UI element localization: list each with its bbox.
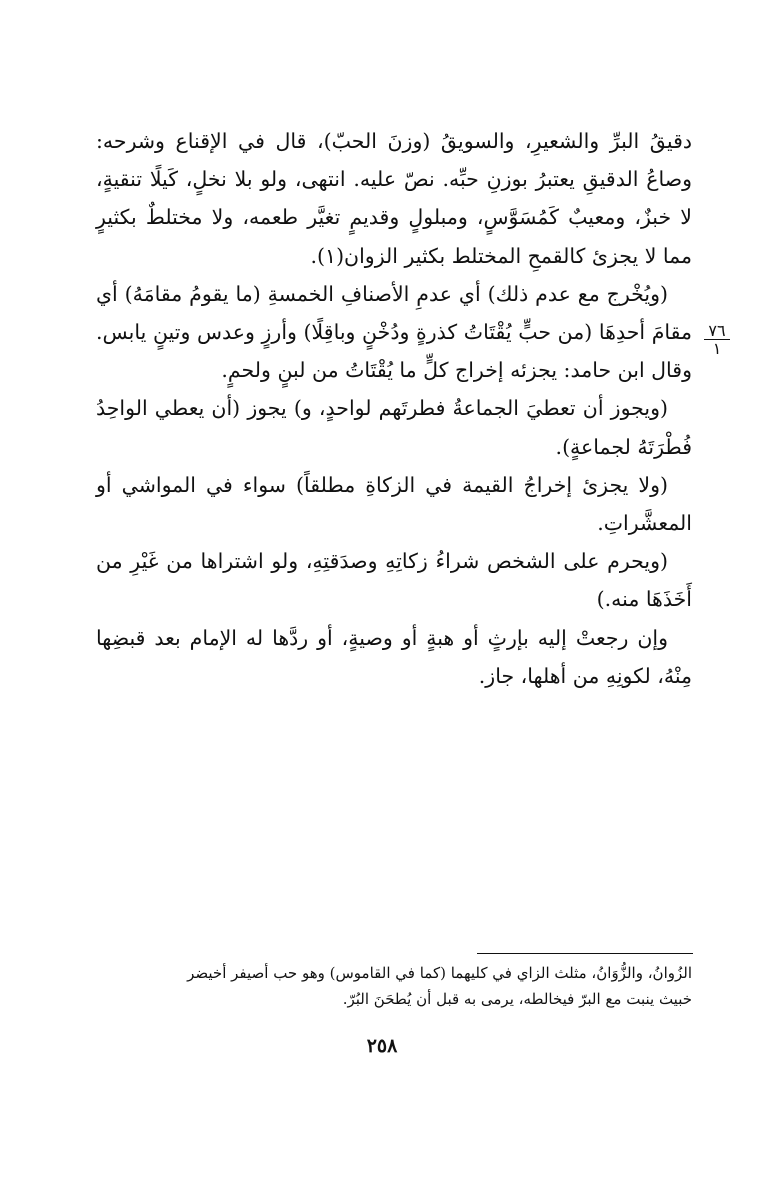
margin-page-reference [704,323,730,356]
footnotes [96,960,692,1012]
footnote-line-1: الزُوانُ، والزُّوَانُ، مثلث الزاي في كليهما (كما في القاموس) وهو حب أصيفر أخيضر [187,964,692,982]
paragraph-1: دقيقُ البرِّ والشعيرِ، والسويقُ (وزنَ الحبّ)، قال في الإقناع وشرحه: وصاعُ الدقيقِ يعتبرُ بوزنِ حبِّه. نصّ عليه. انتهى، ولو بلا نخلٍ، كَيلًا تنقيةٍ، لا خبزٌ، ومعيبٌ كَمُسَوَّسٍ، ومبلولٍ وقديمٍ تغيَّر طعمه، ولا مختلطٌ بكثيرٍ مما لا يجزئ كالقمحِ المختلط بكثير الزوان(١). [96,129,692,268]
paragraph-2: (ويُخْرج مع عدم ذلك) أي عدمِ الأصنافِ الخمسةِ (ما يقومُ مقامَهُ) أي مقامَ أحدِهَا (من حبٍّ يُقْتَاتُ كذرةٍ ودُخْنٍ وباقِلًا) وأرزٍ وعدس وتينٍ يابس. وقال ابن حامد: يجزئه إخراج كلٍّ ما يُقْتَاتُ من لبنٍ ولحمٍ. [96,281,692,383]
margin-reference-number: ٧٦ [704,323,730,340]
footnote-divider [477,953,693,954]
paragraph-3: (ويجوز أن تعطيَ الجماعةُ فطرتَهم لواحدٍ، و) يجوز (أن يعطي الواحِدُ فُطْرَتَهُ لجماعةٍ). [96,396,692,459]
paragraph-5: (ويحرم على الشخص شراءُ زكاتِهِ وصدَقتِهِ، ولو اشتراها من غَيْرِ من أَخَذَهَا منه.) [96,549,692,612]
page-number: ٢٥٨ [366,1035,398,1057]
paragraph-4: (ولا يجزئ إخراجُ القيمة في الزكاةِ مطلقاً) سواء في المواشي أو المعشَّراتِ. [96,472,692,536]
margin-reference-subnumber: ١ [712,339,722,358]
footnote-line-2: خبيث ينبت مع البرّ فيخالطه، يرمى به قبل أن يُطحَنَ البُرّ. [342,990,692,1008]
main-text [96,122,692,695]
paragraph-6: وإن رجعتْ إليه بإرثٍ أو هبةٍ أو وصيةٍ، أو ردَّها له الإمام بعد قبضِها مِنْهُ، لكونِهِ من أهلها، جاز. [96,625,692,688]
